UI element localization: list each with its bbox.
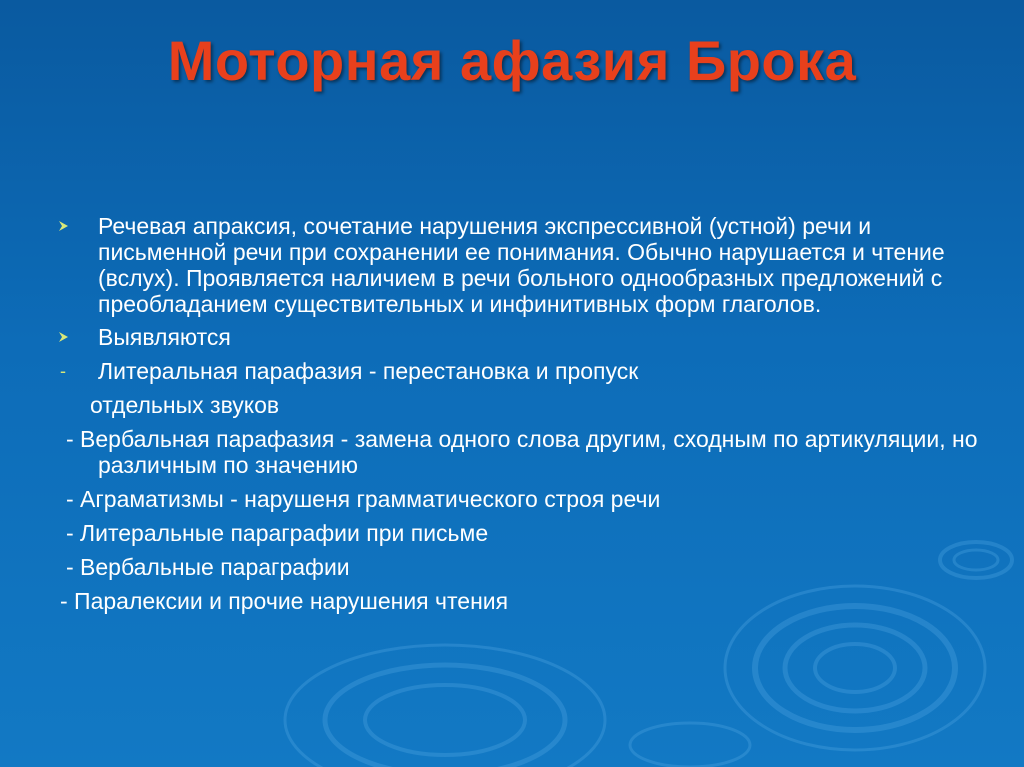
- list-item: [58, 554, 978, 580]
- list-item-text: отдельных звуков: [90, 392, 280, 418]
- arrow-bullet-icon: [58, 213, 88, 241]
- list-item: [58, 426, 978, 478]
- list-item-text: Выявляются: [98, 324, 231, 350]
- list-item: [58, 392, 978, 418]
- list-item-text: - Аграматизмы - нарушеня грамматического строя речи: [66, 486, 661, 512]
- list-item-text: Литеральная парафазия - перестановка и пропуск: [98, 358, 639, 384]
- list-item-text: - Вербальная парафазия - замена одного слова другим, сходным по артикуляции, но различным по значению: [66, 426, 978, 478]
- arrow-bullet-icon: [58, 324, 88, 352]
- list-item: [58, 213, 978, 317]
- slide-title: Моторная афазия Брока: [167, 29, 857, 92]
- list-item: [58, 324, 978, 350]
- list-item: [58, 486, 978, 512]
- list-item-text: - Вербальные параграфии: [66, 554, 350, 580]
- list-item: [58, 520, 978, 546]
- list-item: [58, 588, 978, 614]
- list-item-text: - Паралексии и прочие нарушения чтения: [60, 588, 509, 614]
- slide-body: [58, 213, 978, 614]
- list-item: [58, 358, 978, 384]
- list-item-text: Речевая апраксия, сочетание нарушения экспрессивной (устной) речи и письменной речи при сохранении ее понимания. Обычно нарушается и чтение (вслух). Проявляется наличием в речи больного однообразных предложений с преобладанием существительных и инфинитивных форм глаголов.: [98, 213, 945, 317]
- list-item-text: - Литеральные параграфии при письме: [66, 520, 489, 546]
- dash-marker: -: [60, 361, 66, 381]
